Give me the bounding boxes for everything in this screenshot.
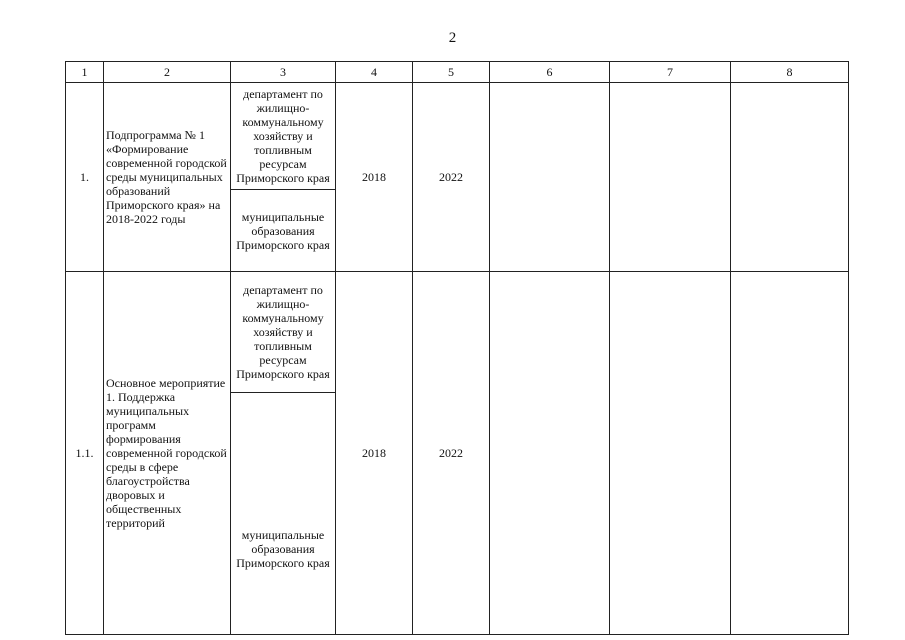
row-end-year: 2022 [413,272,490,635]
header-col-2: 2 [104,62,231,83]
row-name: Основное мероприятие 1. Поддержка муниципальных программ формирования современной городской среды в сфере благоустройства дворовых и общественных территорий [104,272,231,635]
row-number: 1.1. [66,272,104,635]
row-name: Подпрограмма № 1 «Формирование современной городской среды муниципальных образований Приморского края» на 2018-2022 годы [104,83,231,272]
row-start-year: 2018 [336,272,413,635]
row-col-7 [610,83,731,272]
row-col-8 [731,272,849,635]
header-col-4: 4 [336,62,413,83]
program-table [65,61,849,635]
row-executor-department: департамент по жилищно-коммунальному хозяйству и топливным ресурсам Приморского края [231,272,336,393]
row-end-year: 2022 [413,83,490,272]
header-col-7: 7 [610,62,731,83]
row-number: 1. [66,83,104,272]
row-col-6 [490,272,610,635]
header-col-6: 6 [490,62,610,83]
row-col-7 [610,272,731,635]
row-col-6 [490,83,610,272]
header-col-1: 1 [66,62,104,83]
row-start-year: 2018 [336,83,413,272]
header-col-3: 3 [231,62,336,83]
table-row [66,83,849,190]
table-row [66,272,849,393]
header-col-8: 8 [731,62,849,83]
page-number: 2 [448,30,457,46]
row-executor-municipal: муниципальные образования Приморского края [231,393,336,635]
header-row [66,62,849,83]
header-col-5: 5 [413,62,490,83]
row-executor-municipal: муниципальные образования Приморского края [231,190,336,272]
row-executor-department: департамент по жилищно-коммунальному хозяйству и топливным ресурсам Приморского края [231,83,336,190]
row-col-8 [731,83,849,272]
